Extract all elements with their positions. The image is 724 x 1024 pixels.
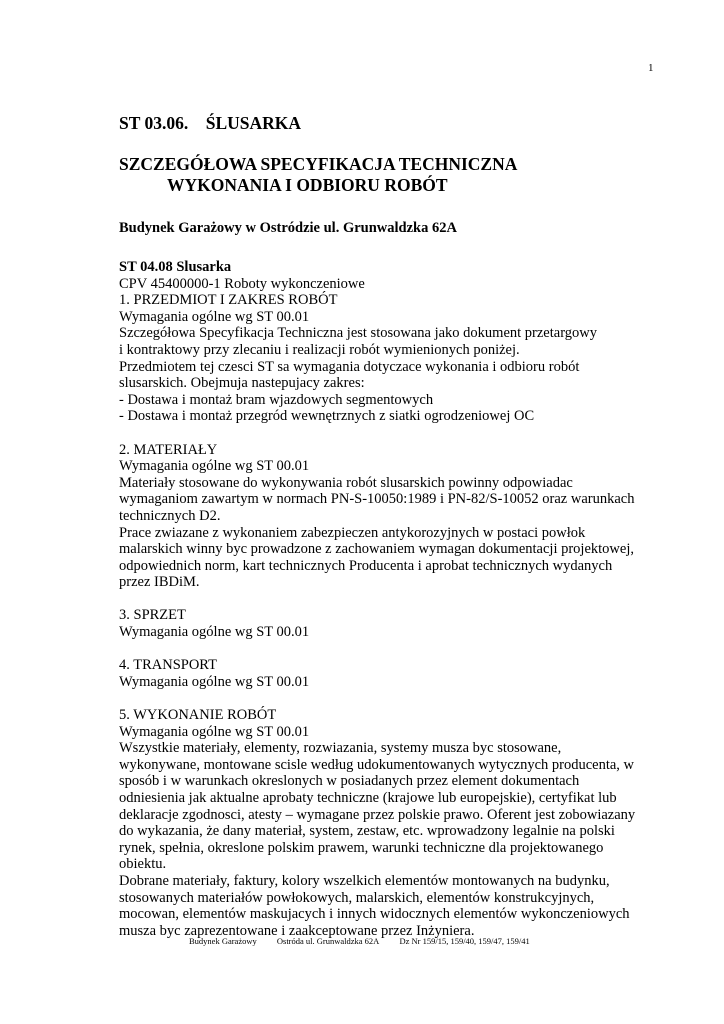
text-line: odpowiednich norm, kart technicznych Producenta i aprobat technicznych wydanych bbox=[119, 557, 613, 574]
text-line: Szczegółowa Specyfikacja Techniczna jest stosowana jako dokument przetargowy bbox=[119, 325, 597, 342]
text-line: rynek, spełnia, okreslone polskim prawem, warunki techniczne dla projektowanego bbox=[119, 839, 604, 856]
text-line: Wymagania ogólne wg ST 00.01 bbox=[119, 723, 310, 740]
text-line: obiektu. bbox=[119, 856, 167, 873]
text-line: wykonywane, montowane scisle według udokumentowanych wytycznych producenta, w bbox=[119, 756, 635, 773]
st-code: ST 04.08 bbox=[119, 259, 173, 275]
text-line: - Dostawa i montaż przegród wewnętrznych z siatki ogrodzeniowej OC bbox=[119, 408, 535, 425]
section-1 bbox=[119, 276, 659, 425]
section-4 bbox=[119, 657, 659, 690]
footer-plots: Dz Nr 159/15, 159/40, 159/47, 159/41 bbox=[399, 936, 530, 946]
text-line: 1. PRZEDMIOT I ZAKRES ROBÓT bbox=[119, 292, 338, 309]
sections-container bbox=[119, 276, 659, 940]
document-subtitle bbox=[119, 154, 659, 196]
text-line: CPV 45400000-1 Roboty wykonczeniowe bbox=[119, 275, 365, 292]
section-gap bbox=[119, 425, 659, 442]
text-line: malarskich winny byc prowadzone z zachowaniem wymagan dokumentacji projektowej, bbox=[119, 541, 634, 558]
st-name: Slusarka bbox=[176, 259, 232, 275]
text-line: i kontraktowy przy zlecaniu i realizacji robót wymienionych poniżej. bbox=[119, 341, 520, 358]
footer-address: Ostróda ul. Grunwaldzka 62A bbox=[276, 936, 380, 946]
text-line: technicznych D2. bbox=[119, 507, 221, 524]
section-3 bbox=[119, 607, 659, 640]
text-line: deklaracje zgodnosci, atesty – wymagane przez polskie prawo. Oferent jest zobowiazany bbox=[119, 806, 636, 823]
text-line: Dobrane materiały, faktury, kolory wszelkich elementów montowanych na budynku, bbox=[119, 872, 610, 889]
page-footer bbox=[189, 936, 548, 946]
subtitle-line-1: SZCZEGÓŁOWA SPECYFIKACJA TECHNICZNA bbox=[119, 154, 518, 174]
text-line: sposób i w warunkach okreslonych w posiadanych przez element dokumentach bbox=[119, 773, 580, 790]
text-line: Wszystkie materiały, elementy, rozwiazania, systemy musza byc stosowane, bbox=[119, 740, 562, 757]
text-line: 4. TRANSPORT bbox=[119, 657, 217, 674]
document-body bbox=[119, 112, 659, 939]
section-gap bbox=[119, 641, 659, 658]
section-gap bbox=[119, 591, 659, 608]
text-line: przez IBDiM. bbox=[119, 574, 200, 591]
text-line: Prace zwiazane z wykonaniem zabezpieczen antykorozyjnych w postaci powłok bbox=[119, 524, 586, 541]
st-heading bbox=[119, 259, 659, 276]
text-line: Wymagania ogólne wg ST 00.01 bbox=[119, 458, 310, 475]
text-line: slusarskich. Obejmuja nastepujacy zakres: bbox=[119, 375, 365, 392]
text-line: wymaganiom zawartym w normach PN-S-10050:1989 i PN-82/S-10052 oraz warunkach bbox=[119, 491, 635, 508]
footer-building: Budynek Garażowy bbox=[189, 936, 257, 946]
text-line: 5. WYKONANIE ROBÓT bbox=[119, 707, 277, 724]
text-line: - Dostawa i montaż bram wjazdowych segmentowych bbox=[119, 391, 434, 408]
section-gap bbox=[119, 690, 659, 707]
building-name: Budynek Garażowy w Ostródzie ul. Grunwaldzka 62A bbox=[119, 220, 457, 236]
subtitle-line-2: WYKONANIA I ODBIORU ROBÓT bbox=[167, 175, 448, 195]
text-line: odniesienia jak aktualne aprobaty techniczne (krajowe lub europejskie), certyfikat lub bbox=[119, 790, 617, 806]
text-line: Materiały stosowane do wykonywania robót slusarskich powinny odpowiadac bbox=[119, 474, 573, 491]
document-title: ST 03.06. ŚLUSARKA bbox=[119, 113, 302, 133]
text-line: Przedmiotem tej czesci ST sa wymagania dotyczace wykonania i odbioru robót bbox=[119, 358, 580, 375]
section-5 bbox=[119, 707, 659, 939]
text-line: mocowan, elementów maskujacych i innych widocznych elementów wykonczeniowych bbox=[119, 906, 630, 923]
text-line: Wymagania ogólne wg ST 00.01 bbox=[119, 308, 310, 325]
text-line: Wymagania ogólne wg ST 00.01 bbox=[119, 624, 310, 641]
section-2 bbox=[119, 442, 659, 591]
text-line: Wymagania ogólne wg ST 00.01 bbox=[119, 673, 310, 690]
text-line: 3. SPRZET bbox=[119, 607, 186, 624]
text-line: stosowanych materiałów powłokowych, malarskich, elementów konstrukcyjnych, bbox=[119, 889, 595, 906]
text-line: 2. MATERIAŁY bbox=[119, 441, 218, 458]
page-number: 1 bbox=[648, 62, 654, 74]
text-line: musza byc zaprezentowane i zaakceptowane przez Inżyniera. bbox=[119, 922, 475, 939]
text-line: do wykazania, że dany materiał, system, zestaw, etc. wprowadzony legalnie na polski bbox=[119, 823, 615, 840]
